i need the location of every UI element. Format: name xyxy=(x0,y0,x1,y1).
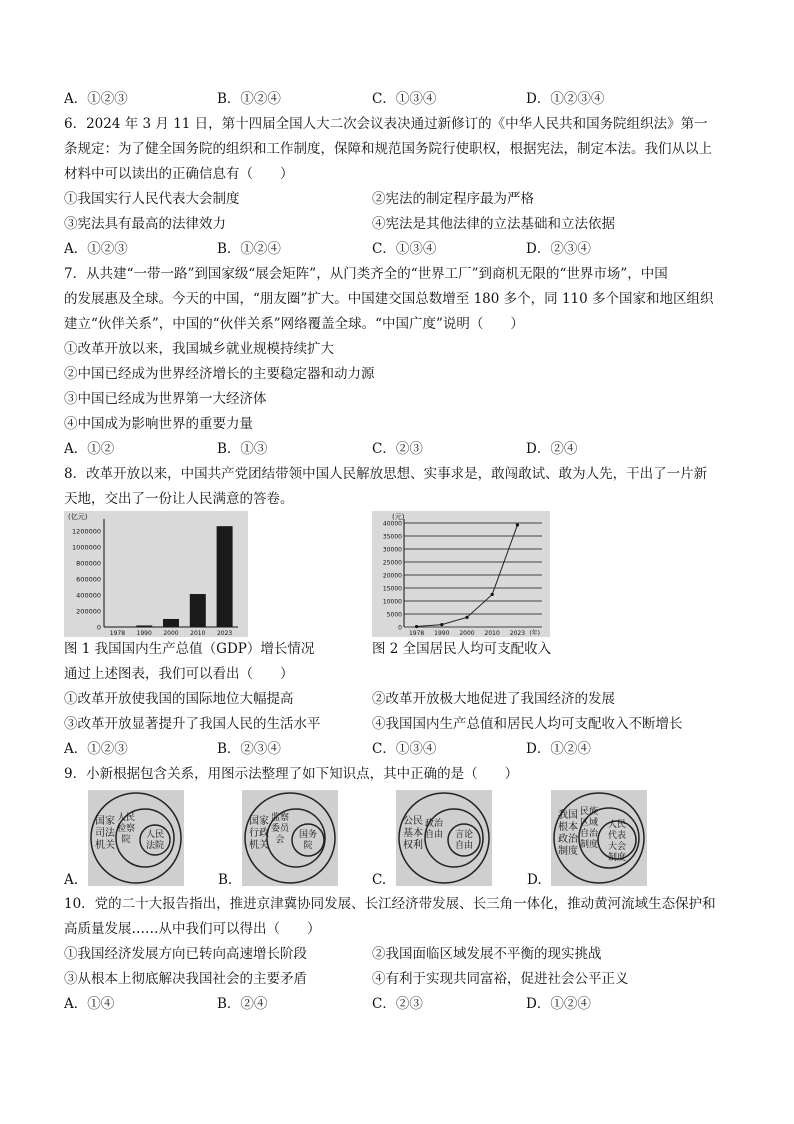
y-tick-label: 35000 xyxy=(382,533,402,541)
bar xyxy=(163,619,179,627)
q7-stem-line-2: 的发展惠及全球。今天的中国，“朋友圈”扩大。中国建交国总数增至 180 多个，同 110 多个国家和地区组织 xyxy=(64,291,714,307)
q8-item-3: ③改革开放显著提升了我国人民的生活水平 xyxy=(64,716,321,732)
q10-option-d: D．①②④ xyxy=(526,996,591,1012)
q10-item-1: ①我国经济发展方向已转向高速增长阶段 xyxy=(64,946,307,962)
q5-option-b: B．①②④ xyxy=(217,91,281,107)
venn-diagram-b xyxy=(242,790,338,886)
income-chart xyxy=(372,511,550,637)
q10-item-3: ③从根本上彻底解决我国社会的主要矛盾 xyxy=(64,971,307,987)
venn-inner-text: 国务院 xyxy=(298,830,318,851)
venn-outer-text: 公民基本权利 xyxy=(403,816,423,851)
gdp-chart xyxy=(64,511,248,637)
q9-stem: 9．小新根据包含关系，用图示法整理了如下知识点，其中正确的是（ ） xyxy=(64,766,519,782)
q8-item-2: ②改革开放极大地促进了我国经济的发展 xyxy=(372,691,615,707)
q10-option-a: A．①④ xyxy=(64,996,115,1012)
data-point xyxy=(440,623,443,626)
y-tick-label: 0 xyxy=(96,623,101,632)
data-point xyxy=(491,593,494,596)
q9-option-d: D. xyxy=(527,872,542,888)
data-point xyxy=(415,625,418,628)
y-tick-label: 1200000 xyxy=(72,527,101,536)
bar xyxy=(190,594,206,627)
bar xyxy=(217,526,233,627)
gdp-bar-chart xyxy=(64,511,248,637)
x-tick-label: 2000 xyxy=(163,630,179,637)
x-tick-label: 2010 xyxy=(190,630,206,637)
x-tick-label: 1978 xyxy=(408,630,425,637)
q6-item-1: ①我国实行人民代表大会制度 xyxy=(64,191,240,207)
venn-inner-text: 人民代表大会制度 xyxy=(607,820,627,863)
x-axis-label: (年) xyxy=(529,630,540,637)
q10-stem-line-2: 高质量发展……从中我们可以得出（ ） xyxy=(64,921,321,937)
q8-option-d: D．①②④ xyxy=(526,741,591,757)
y-tick-label: 25000 xyxy=(382,559,402,567)
q6-stem-line-3: 材料中可以读出的正确信息有（ ） xyxy=(64,166,294,182)
y-tick-label: 5000 xyxy=(386,611,402,619)
x-tick-label: 2000 xyxy=(459,630,475,637)
q8-option-c: C．①③④ xyxy=(372,741,437,757)
y-tick-label: 30000 xyxy=(382,546,402,554)
x-tick-label: 2023 xyxy=(509,630,526,637)
q6-item-4: ④宪法是其他法律的立法基础和立法依据 xyxy=(372,216,615,232)
q9-option-b: B. xyxy=(218,872,233,888)
y-tick-label: 600000 xyxy=(76,575,101,584)
y-tick-label: 800000 xyxy=(76,559,101,568)
q8-stem-line-1: 8．改革开放以来，中国共产党团结带领中国人民解放思想、实事求是，敢闯敢试、敢为人先，干出了一片新 xyxy=(64,466,708,482)
q6-option-b: B．①②④ xyxy=(217,241,281,257)
x-tick-label: 2010 xyxy=(484,630,500,637)
q6-option-d: D．②③④ xyxy=(526,241,591,257)
q6-item-3: ③宪法具有最高的法律效力 xyxy=(64,216,226,232)
venn-diagram-a xyxy=(88,790,184,886)
y-tick-label: 20000 xyxy=(382,572,402,580)
q7-option-a: A．①② xyxy=(64,441,115,457)
q7-option-d: D．②④ xyxy=(526,441,578,457)
venn-inner-text: 人民法院 xyxy=(145,830,165,851)
x-tick-label: 1990 xyxy=(136,630,152,637)
y-tick-label: 1000000 xyxy=(72,543,101,552)
q6-stem-line-2: 条规定：为了健全国务院的组织和工作制度，保障和规范国务院行使职权，根据宪法，制定本法。我们从以上 xyxy=(64,141,712,157)
y-axis-label: (亿元) xyxy=(68,513,88,521)
data-point xyxy=(465,616,468,619)
q8-stem-line-2: 天地，交出了一份让人民满意的答卷。 xyxy=(64,491,294,507)
q7-stem-line-3: 建立“伙伴关系”，中国的“伙伴关系”网络覆盖全球。“中国广度”说明（ ） xyxy=(64,316,524,332)
y-tick-label: 0 xyxy=(398,624,402,632)
q7-stem-line-1: 7．从共建“一带一路”到国家级“展会矩阵”，从门类齐全的“世界工厂”到商机无限的“世界市场”，中国 xyxy=(64,266,668,282)
q8-option-a: A．①②③ xyxy=(64,741,128,757)
x-tick-label: 2023 xyxy=(216,630,233,637)
q10-option-b: B．②④ xyxy=(217,996,268,1012)
venn-middle-text: 监察委员会 xyxy=(270,813,290,845)
q8-item-4: ④我国国内生产总值和居民人均可支配收入不断增长 xyxy=(372,716,683,732)
q7-item-3: ③中国已经成为世界第一大经济体 xyxy=(64,391,267,407)
venn-inner-circle xyxy=(448,824,480,856)
venn-outer-text: 我国根本政治制度 xyxy=(558,810,578,857)
venn-diagram-d xyxy=(551,790,647,886)
q5-option-a: A．①②③ xyxy=(64,91,128,107)
y-tick-label: 200000 xyxy=(76,607,101,616)
q7-option-c: C．②③ xyxy=(372,441,423,457)
venn-middle-text: 人民检察院 xyxy=(116,813,136,845)
figure-2-caption: 图 2 全国居民人均可支配收入 xyxy=(372,641,552,657)
q7-item-1: ①改革开放以来，我国城乡就业规模持续扩大 xyxy=(64,341,334,357)
income-series-line xyxy=(417,525,518,627)
q5-option-d: D．①②③④ xyxy=(526,91,605,107)
q6-option-a: A．①②③ xyxy=(64,241,128,257)
figure-1-caption: 图 1 我国国内生产总值（GDP）增长情况 xyxy=(64,641,315,657)
q7-item-2: ②中国已经成为世界经济增长的主要稳定器和动力源 xyxy=(64,366,375,382)
venn-outer-text: 国家司法机关 xyxy=(95,816,115,851)
q10-item-4: ④有利于实现共同富裕，促进社会公平正义 xyxy=(372,971,629,987)
q10-item-2: ②我国面临区域发展不平衡的现实挑战 xyxy=(372,946,602,962)
venn-outer-text: 国家行政机关 xyxy=(249,816,269,851)
q7-option-b: B．①③ xyxy=(217,441,268,457)
venn-diagram-c xyxy=(396,790,492,886)
data-point xyxy=(516,523,519,526)
q6-option-c: C．①③④ xyxy=(372,241,437,257)
y-tick-label: 40000 xyxy=(382,520,402,528)
y-tick-label: 15000 xyxy=(382,585,402,593)
income-line-chart xyxy=(372,511,550,637)
y-tick-label: 10000 xyxy=(382,598,402,606)
venn-inner-text: 言论自由 xyxy=(454,830,474,851)
q8-prompt: 通过上述图表，我们可以看出（ ） xyxy=(64,666,294,682)
venn-inner-circle xyxy=(292,824,324,856)
y-axis-label: (元) xyxy=(392,513,405,521)
q10-option-c: C．②③ xyxy=(372,996,423,1012)
x-tick-label: 1978 xyxy=(109,630,126,637)
q6-item-2: ②宪法的制定程序最为严格 xyxy=(372,191,534,207)
q7-item-4: ④中国成为影响世界的重要力量 xyxy=(64,416,253,432)
q6-stem-line-1: 6．2024 年 3 月 11 日，第十四届全国人大二次会议表决通过新修订的《中华人民共和国务院组织法》第一 xyxy=(64,116,708,132)
y-tick-label: 400000 xyxy=(76,591,101,600)
q9-option-c: C. xyxy=(372,872,387,888)
q8-option-b: B．②③④ xyxy=(217,741,281,757)
venn-middle-text: 政治自由 xyxy=(424,819,444,840)
q9-option-a: A. xyxy=(64,872,79,888)
q10-stem-line-1: 10．党的二十大报告指出，推进京津冀协同发展、长江经济带发展、长三角一体化，推动黄河流域生态保护和 xyxy=(64,896,716,912)
venn-middle-text: 民族区域自治制度 xyxy=(579,807,599,850)
q5-option-c: C．①③④ xyxy=(372,91,437,107)
bar xyxy=(136,625,152,627)
q8-item-1: ①改革开放使我国的国际地位大幅提高 xyxy=(64,691,294,707)
x-tick-label: 1990 xyxy=(434,630,450,637)
